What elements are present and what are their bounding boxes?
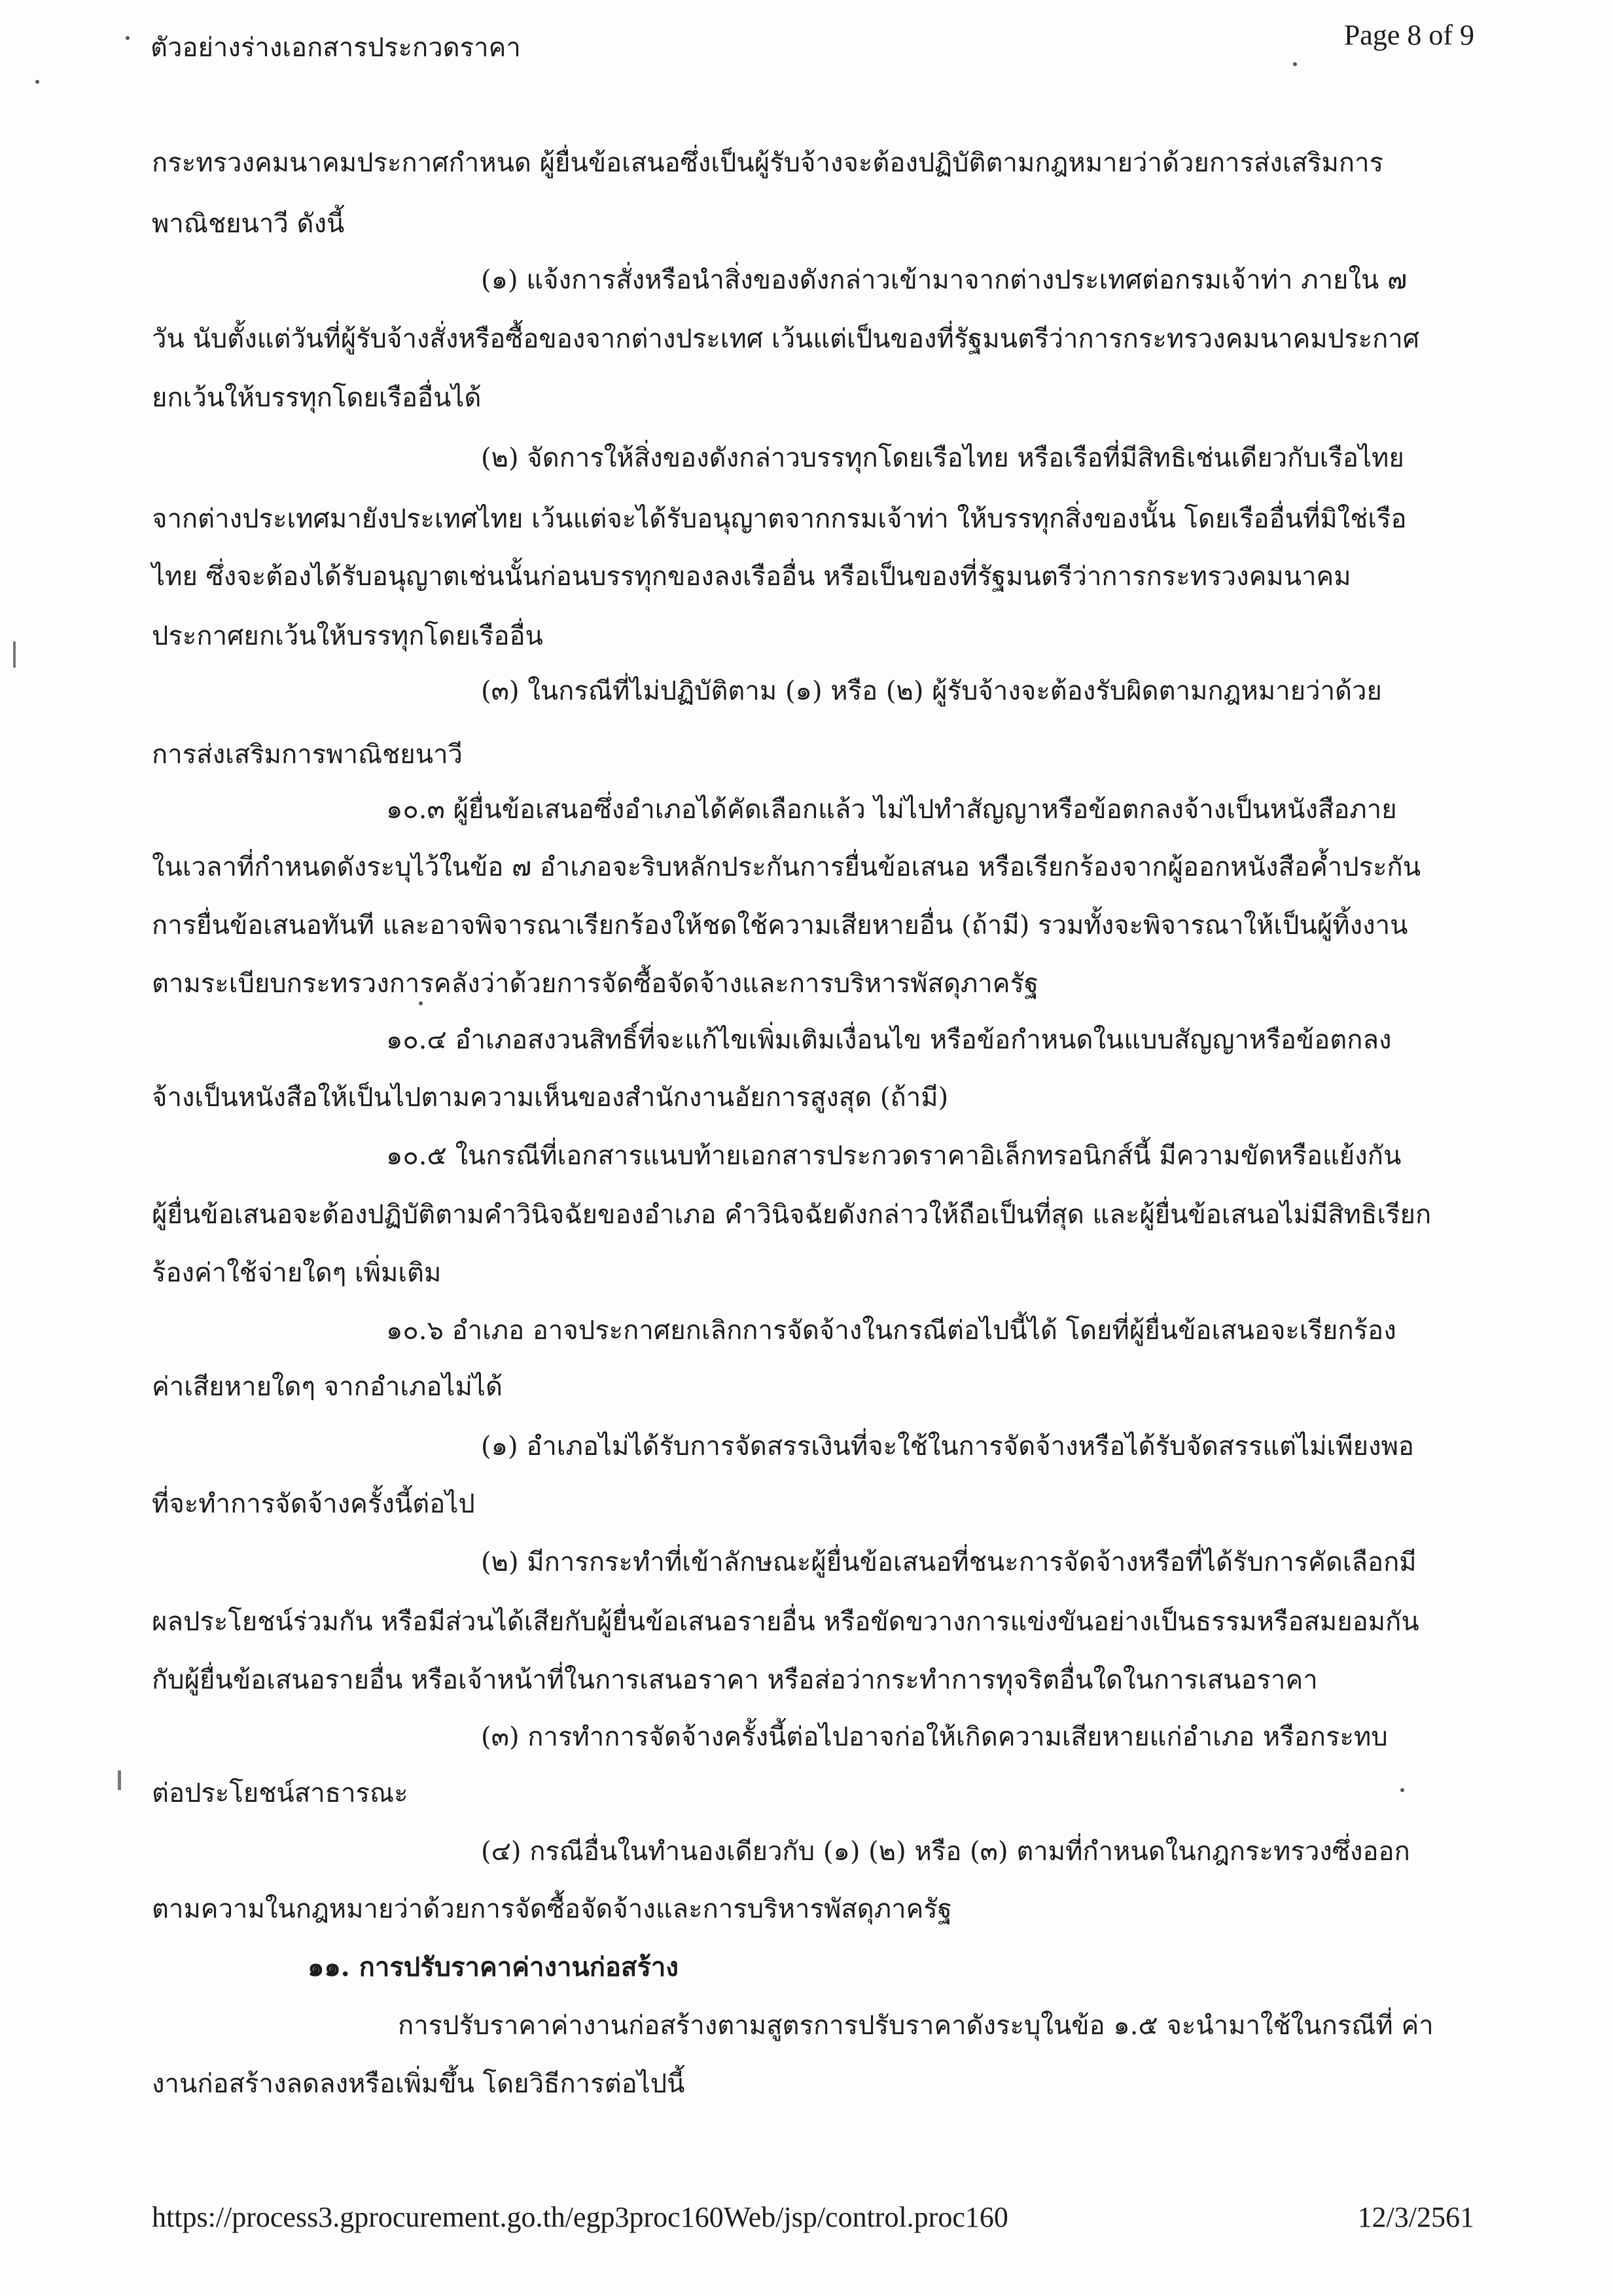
scan-speck [35, 80, 39, 84]
body-line: ๑๐.๖ อำเภอ อาจประกาศยกเลิกการจัดจ้างในกรณีต่อไปนี้ได้ โดยที่ผู้ยื่นข้อเสนอจะเรียกร้อง [386, 1316, 1396, 1346]
section-heading: ๑๑. การปรับราคาค่างานก่อสร้าง [308, 1952, 679, 1982]
body-line: งานก่อสร้างลดลงหรือเพิ่มขึ้น โดยวิธีการต่อไปนี้ [152, 2069, 685, 2099]
body-line: (๒) จัดการให้สิ่งของดังกล่าวบรรทุกโดยเรือไทย หรือเรือที่มีสิทธิเช่นเดียวกับเรือไทย [481, 443, 1404, 473]
body-line: พาณิชยนาวี ดังนี้ [152, 209, 345, 239]
body-line: กระทรวงคมนาคมประกาศกำหนด ผู้ยื่นข้อเสนอซึ่งเป็นผู้รับจ้างจะต้องปฏิบัติตามกฎหมายว่าด้วยการส่งเสริมการ [152, 148, 1384, 178]
body-line: (๑) แจ้งการสั่งหรือนำสิ่งของดังกล่าวเข้ามาจากต่างประเทศต่อกรมเจ้าท่า ภายใน ๗ [481, 265, 1408, 295]
body-line: ที่จะทำการจัดจ้างครั้งนี้ต่อไป [152, 1489, 475, 1519]
body-line: ในเวลาที่กำหนดดังระบุไว้ในข้อ ๗ อำเภอจะริบหลักประกันการยื่นข้อเสนอ หรือเรียกร้องจากผู้ออกหนังสือค้ำประกัน [152, 852, 1421, 882]
body-line: (๓) ในกรณีที่ไม่ปฏิบัติตาม (๑) หรือ (๒) ผู้รับจ้างจะต้องรับผิดตามกฎหมายว่าด้วย [481, 676, 1382, 706]
scan-mark [118, 1770, 121, 1790]
scan-mark [13, 641, 16, 668]
body-line: จ้างเป็นหนังสือให้เป็นไปตามความเห็นของสำนักงานอัยการสูงสุด (ถ้ามี) [152, 1083, 949, 1113]
scan-speck [1293, 62, 1297, 66]
body-line: ๑๐.๓ ผู้ยื่นข้อเสนอซึ่งอำเภอได้คัดเลือกแล้ว ไม่ไปทำสัญญาหรือข้อตกลงจ้างเป็นหนังสือภาย [386, 795, 1397, 825]
body-line: ผู้ยื่นข้อเสนอจะต้องปฏิบัติตามคำวินิจฉัยของอำเภอ คำวินิจฉัยดังกล่าวให้ถือเป็นที่สุด และผู้ยื่นข้อเสนอไม่มีสิทธิเรียก [152, 1200, 1432, 1230]
body-line: ไทย ซึ่งจะต้องได้รับอนุญาตเช่นนั้นก่อนบรรทุกของลงเรืออื่น หรือเป็นของที่รัฐมนตรีว่าการกระทรวงคมนาคม [152, 562, 1351, 592]
body-line: ต่อประโยชน์สาธารณะ [152, 1778, 408, 1808]
footer-url: https://process3.gprocurement.go.th/egp3proc160Web/jsp/control.proc160 [152, 2201, 1008, 2233]
body-line: ๑๐.๔ อำเภอสงวนสิทธิ์ที่จะแก้ไขเพิ่มเติมเงื่อนไข หรือข้อกำหนดในแบบสัญญาหรือข้อตกลง [386, 1025, 1392, 1055]
body-line: (๔) กรณีอื่นในทำนองเดียวกับ (๑) (๒) หรือ (๓) ตามที่กำหนดในกฎกระทรวงซึ่งออก [481, 1837, 1410, 1867]
body-line: ตามความในกฎหมายว่าด้วยการจัดซื้อจัดจ้างและการบริหารพัสดุภาครัฐ [152, 1894, 952, 1924]
body-line: การปรับราคาค่างานก่อสร้างตามสูตรการปรับราคาดังระบุในข้อ ๑.๕ จะนำมาใช้ในกรณีที่ ค่า [398, 2011, 1434, 2041]
body-line: วัน นับตั้งแต่วันที่ผู้รับจ้างสั่งหรือซื้อของจากต่างประเทศ เว้นแต่เป็นของที่รัฐมนตรีว่าการกระทรวงคมนาคมประกาศ [152, 324, 1420, 354]
footer-date: 12/3/2561 [1357, 2201, 1474, 2233]
body-line: (๑) อำเภอไม่ได้รับการจัดสรรเงินที่จะใช้ในการจัดจ้างหรือได้รับจัดสรรแต่ไม่เพียงพอ [481, 1431, 1414, 1462]
scan-speck [419, 1001, 423, 1005]
body-line: ร้องค่าใช้จ่ายใดๆ เพิ่มเติม [152, 1258, 442, 1288]
page-number: Page 8 of 9 [1343, 19, 1474, 51]
body-line: กับผู้ยื่นข้อเสนอรายอื่น หรือเจ้าหน้าที่ในการเสนอราคา หรือส่อว่ากระทำการทุจริตอื่นใดในการเสนอราคา [152, 1665, 1318, 1695]
body-line: จากต่างประเทศมายังประเทศไทย เว้นแต่จะได้รับอนุญาตจากกรมเจ้าท่า ให้บรรทุกสิ่งของนั้น โดยเรืออื่นที่มิใช่เรือ [152, 504, 1407, 534]
body-line: ประกาศยกเว้นให้บรรทุกโดยเรืออื่น [152, 621, 543, 651]
body-line: ตามระเบียบกระทรวงการคลังว่าด้วยการจัดซื้อจัดจ้างและการบริหารพัสดุภาครัฐ [152, 969, 1039, 999]
body-line: (๒) มีการกระทำที่เข้าลักษณะผู้ยื่นข้อเสนอที่ชนะการจัดจ้างหรือที่ได้รับการคัดเลือกมี [481, 1547, 1417, 1577]
body-line: (๓) การทำการจัดจ้างครั้งนี้ต่อไปอาจก่อให้เกิดความเสียหายแก่อำเภอ หรือกระทบ [481, 1722, 1388, 1752]
scan-speck [1400, 1788, 1404, 1792]
body-line: ผลประโยชน์ร่วมกัน หรือมีส่วนได้เสียกับผู้ยื่นข้อเสนอรายอื่น หรือขัดขวางการแข่งขันอย่างเป็นธรรมหรือสมยอมกัน [152, 1607, 1419, 1637]
body-line: ยกเว้นให้บรรทุกโดยเรืออื่นได้ [152, 383, 482, 413]
scan-speck [126, 36, 130, 40]
body-line: ๑๐.๕ ในกรณีที่เอกสารแนบท้ายเอกสารประกวดราคาอิเล็กทรอนิกส์นี้ มีความขัดหรือแย้งกัน [386, 1141, 1402, 1171]
body-line: การส่งเสริมการพาณิชยนาวี [152, 740, 463, 770]
body-line: ค่าเสียหายใดๆ จากอำเภอไม่ได้ [152, 1372, 503, 1402]
body-line: การยื่นข้อเสนอทันที และอาจพิจารณาเรียกร้องให้ชดใช้ความเสียหายอื่น (ถ้ามี) รวมทั้งจะพิจารณาให้เป็นผู้ทิ้งงาน [152, 910, 1408, 941]
document-header-title: ตัวอย่างร่างเอกสารประกวดราคา [151, 33, 521, 63]
